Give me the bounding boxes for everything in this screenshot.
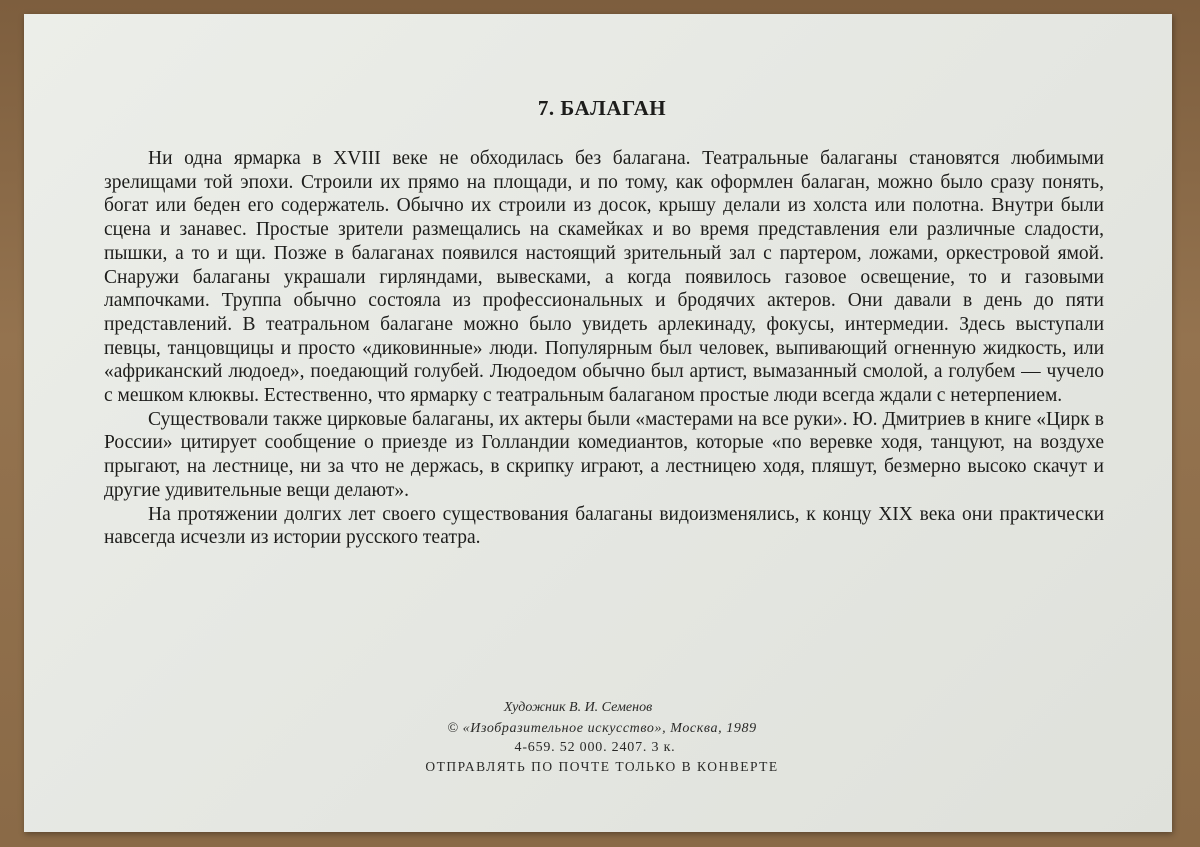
paragraph-1: Ни одна ярмарка в XVIII веке не обходилась без балагана. Театральные балаганы становятся любимыми зрелищами той эпохи. Строили их прямо на площади, и по тому, как оформлен балаган, можно было сразу понять, богат или беден его содержатель. Обычно их строили из досок, крышу делали из холста или полотна. Внутри были сцена и занавес. Простые зрители размещались на скамейках и во время представления ели различные сладости, пышки, а то и щи. Позже в балаганах появился настоящий зрительный зал с партером, ложами, оркестровой ямой. Снаружи балаганы украшали гирляндами, вывесками, а когда появилось газовое освещение, то и газовыми лампочками. Труппа обычно состояла из профессиональных и бродячих актеров. Они давали в день до пяти представлений. В театральном балагане можно было увидеть арлекинаду, фокусы, интермедии. Здесь выступали певцы, танцовщицы и просто «диковинные» люди. Популярным был человек, выпивающий огненную жидкость, или «африканский людоед», поедающий голубей. Людоедом обычно был артист, вымазанный смолой, а голубем — чучело с мешком клюквы. Естественно, что ярмарку с театральным балаганом простые люди всегда ждали с нетерпением. xyxy=(104,148,1104,407)
card-body-text xyxy=(104,147,1104,550)
print-code: 4-659. 52 000. 2407. 3 к. xyxy=(514,740,676,755)
paragraph-2: Существовали также цирковые балаганы, их актеры были «мастерами на все руки». Ю. Дмитриев в книге «Цирк в России» цитирует сообщение о приезде из Голландии комедиантов, которые «по веревке ходя, танцуют, на воздухе прыгают, на лестнице, ни за что не держась, в скрипку играют, а лестницею ходя, пляшут, безмерно высоко скачут и другие удивительные вещи делают». xyxy=(104,408,1104,501)
mailing-notice: ОТПРАВЛЯТЬ ПО ПОЧТЕ ТОЛЬКО В КОНВЕРТЕ xyxy=(425,759,779,774)
publisher-line: © «Изобразительное искусство», Москва, 1989 xyxy=(447,721,757,736)
colophon xyxy=(24,698,1172,776)
artist-credit: Художник В. И. Семенов xyxy=(503,700,653,715)
card-title: 7. БАЛАГАН xyxy=(537,96,667,120)
postcard-back xyxy=(24,14,1172,832)
paragraph-3: На протяжении долгих лет своего существования балаганы видоизменялись, к концу XIX века они практически навсегда исчезли из истории русского театра. xyxy=(104,503,1104,549)
